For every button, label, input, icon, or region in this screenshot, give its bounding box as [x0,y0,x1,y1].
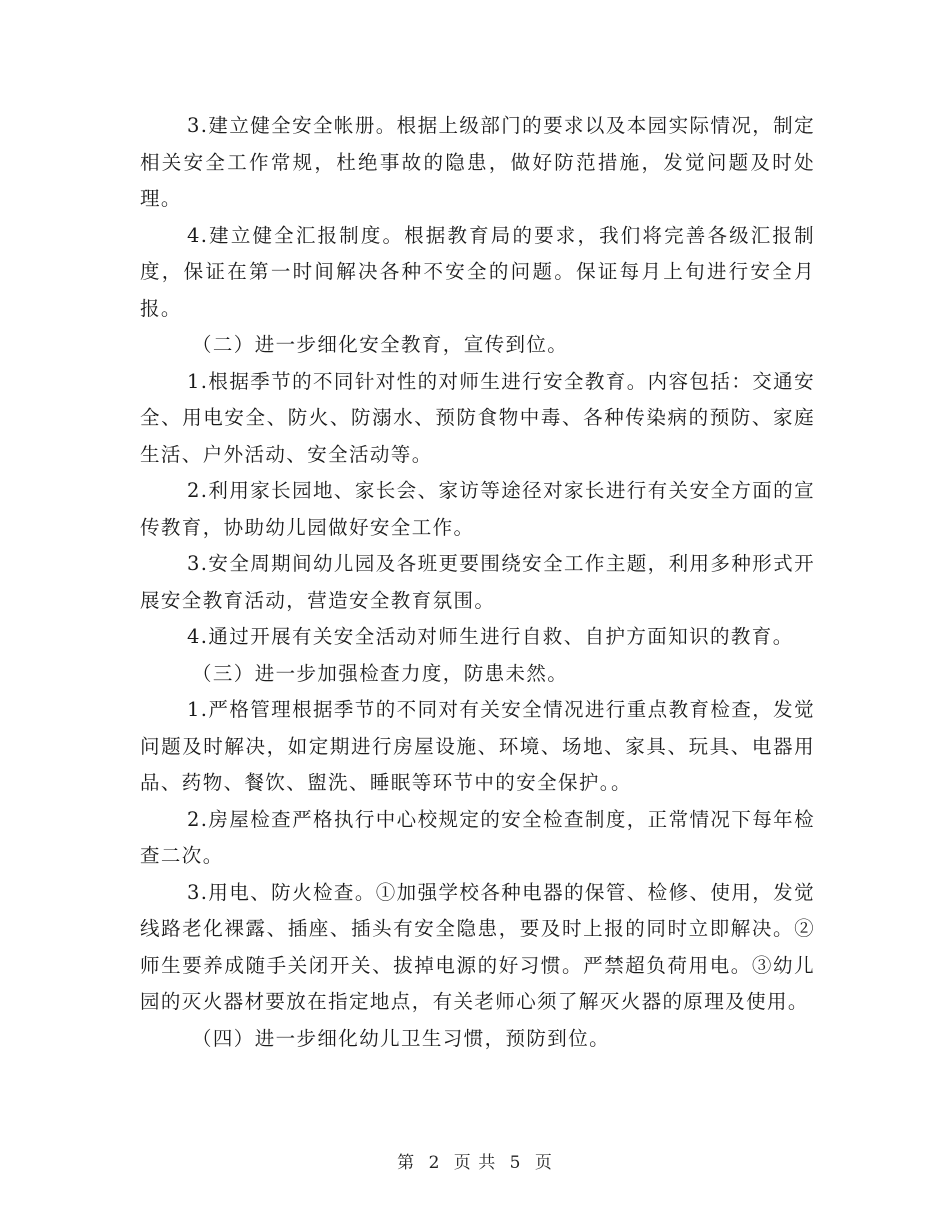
paragraph-1: 3.建立健全安全帐册。根据上级部门的要求以及本园实际情况，制定相关安全工作常规，杜绝事故的隐患，做好防范措施，发觉问题及时处理。 [140,114,815,210]
section-heading-3: （三）进一步加强检查力度，防患未然。 [192,661,569,685]
paragraph-4: 2.利用家长园地、家长会、家访等途径对家长进行有关安全方面的宣传教育，协助幼儿园做好安全工作。 [140,479,815,539]
footer-middle: 页 共 [453,1153,497,1173]
paragraph-7: 1.严格管理根据季节的不同对有关安全情况进行重点教育检查，发觉问题及时解决，如定期进行房屋设施、环境、场地、家具、玩具、电器用品、药物、餐饮、盥洗、睡眠等环节中的安全保护。。 [140,698,815,794]
document-body [140,108,815,1057]
paragraph-8: 2.房屋检查严格执行中心校规定的安全检查制度，正常情况下每年检查二次。 [140,807,815,867]
paragraph-6: 4.通过开展有关安全活动对师生进行自救、自护方面知识的教育。 [187,625,794,648]
paragraph-3: 1.根据季节的不同针对性的对师生进行安全教育。内容包括：交通安全、用电安全、防火、防溺水、预防食物中毒、各种传染病的预防、家庭生活、户外活动、安全活动等。 [140,369,815,466]
paragraph-5: 3.安全周期间幼儿园及各班更要围绕安全工作主题，利用多种形式开展安全教育活动，营造安全教育氛围。 [140,552,815,612]
current-page-number: 2 [428,1153,441,1173]
paragraph-2: 4.建立健全汇报制度。根据教育局的要求，我们将完善各级汇报制度，保证在第一时间解决各种不安全的问题。保证每月上旬进行安全月报。 [140,223,815,320]
total-pages-number: 5 [509,1153,522,1173]
section-heading-4: （四）进一步细化幼儿卫生习惯，预防到位。 [192,1026,611,1050]
page-footer [0,1148,950,1173]
footer-suffix: 页 [534,1153,553,1173]
footer-prefix: 第 [397,1153,416,1173]
section-heading-2: （二）进一步细化安全教育，宣传到位。 [192,333,569,356]
paragraph-9: 3.用电、防火检查。①加强学校各种电器的保管、检修、使用，发觉线路老化裸露、插座、插头有安全隐患，要及时上报的同时立即解决。②师生要养成随手关闭开关、拔掉电源的好习惯。严禁超负荷用电。③幼儿园的灭火器材要放在指定地点，有关老师心须了解灭火器的原理及使用。 [140,880,815,1013]
